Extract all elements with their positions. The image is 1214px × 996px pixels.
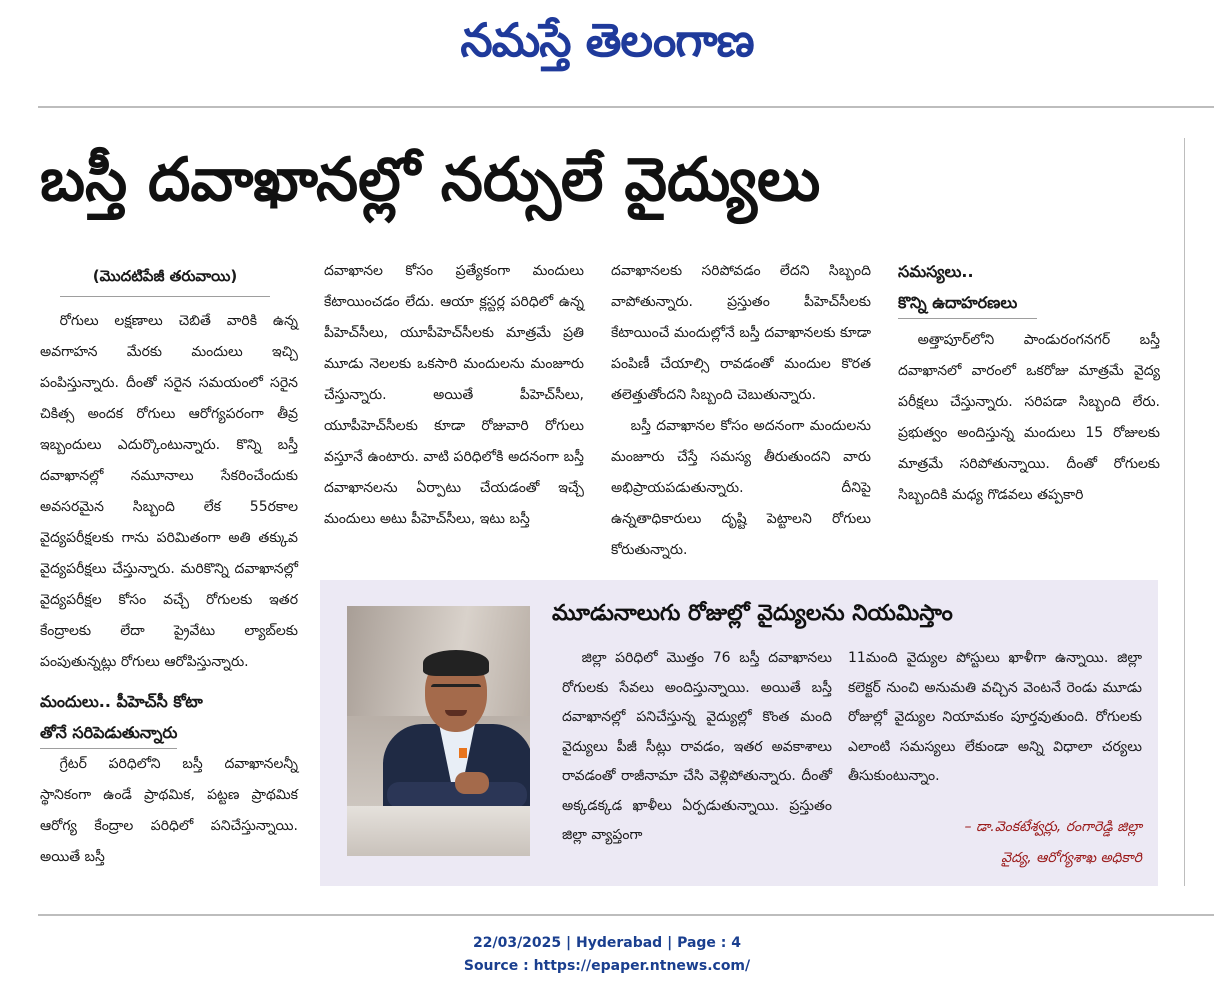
column-3-paragraph-2: బస్తీ దవాఖానల కోసం అదనంగా మందులను మంజూరు చేస్తే సమస్య తీరుతుందని వారు అభిప్రాయపడుతున్నారు. దీనిపై ఉన్నతాధికారులు దృష్టి పెట్టాలని రోగులు కోరుతున్నారు.	[611, 418, 871, 558]
column-2	[324, 256, 584, 535]
quote-box-column-2	[848, 644, 1142, 792]
continuation-kicker: (మొదటిపేజీ తరువాయి)	[60, 260, 270, 297]
top-divider	[38, 106, 1214, 108]
page-footer	[0, 932, 1214, 978]
footer-date-line: 22/03/2025 | Hyderabad | Page : 4	[472, 935, 742, 951]
footer-source-line: Source : https://epaper.ntnews.com/	[463, 958, 751, 974]
column-4-subhead-line-2: కొన్ని ఉదాహరణలు	[898, 287, 1037, 319]
column-1-paragraph-2: గ్రేటర్ పరిధిలోని బస్తీ దవాఖానలన్నీ స్థానికంగా ఉండే ప్రాథమిక, పట్టణ ప్రాథమిక ఆరోగ్య కేంద్రాల పరిధిలో పనిచేస్తున్నాయి. అయితే బస్తీ	[40, 756, 298, 865]
column-4-subhead-line-1: సమస్యలు..	[898, 262, 974, 281]
column-4	[898, 256, 1160, 511]
column-4-subhead	[898, 256, 1160, 319]
masthead-logo: నమస్తే తెలంగాణ	[460, 13, 754, 67]
quote-byline	[868, 812, 1142, 874]
column-1-subhead-line-1: మందులు.. పీహెచ్‌సీ కోటా	[40, 692, 203, 711]
column-1-subhead-line-2: తోనే సరిపెడుతున్నారు	[40, 717, 177, 749]
column-2-paragraph-1: దవాఖానల కోసం ప్రత్యేకంగా మందులు కేటాయించడం లేదు. ఆయా క్లస్టర్ల పరిధిలో ఉన్న పీహెచ్‌సీలు, యూపీహెచ్‌సీలకు మాత్రమే ప్రతి మూడు నెలలకు ఒకసారి మందులను మంజూరు చేస్తున్నారు. అయితే పీహెచ్‌సీలు, యూపీహెచ్‌సీలకు కూడా రోజువారి రోగులు వస్తూనే ఉంటారు. వాటి పరిధిలోకి అదనంగా బస్తీ దవాఖానలను ఏర్పాటు చేయడంతో ఇచ్చే మందులు అటు పీహెచ్‌సీలు, ఇటు బస్తీ	[324, 263, 584, 527]
column-3-paragraph-1: దవాఖానలకు సరిపోవడం లేదని సిబ్బంది వాపోతున్నారు. ప్రస్తుతం పీహెచ్‌సీలకు కేటాయించే మందుల్లోనే బస్తీ దవాఖానలకు కూడా పంపిణీ చేయాల్సి రావడంతో మందుల కొరత తలెత్తుతోందని సిబ్బంది చెబుతున్నారు.	[611, 263, 871, 403]
quote-box-column-1	[562, 644, 832, 851]
quote-box-title: మూడునాలుగు రోజుల్లో వైద్యులను నియమిస్తాం	[552, 601, 953, 626]
column-1-paragraph-1: రోగులు లక్షణాలు చెబితే వారికి ఉన్న అవగాహన మేరకు మందులు ఇచ్చి పంపిస్తున్నారు. దీంతో సరైన సమయంలో సరైన చికిత్స అందక రోగులు ఆరోగ్యపరంగా తీవ్ర ఇబ్బందులు ఎదుర్కొంటున్నారు. కొన్ని బస్తీ దవాఖానల్లో నమూనాలు సేకరించేందుకు అవసరమైన సిబ్బంది లేక 55రకాల వైద్యపరీక్షలకు గాను పరిమితంగా అతి తక్కువ వైద్యపరీక్షలు చేస్తున్నారు. మరికొన్ని దవాఖానల్లో వైద్యపరీక్షల కోసం వచ్చే రోగులకు ఇతర కేంద్రాలకు లేదా ప్రైవేటు ల్యాబ్‌లకు పంపుతున్నట్లు రోగులు ఆరోపిస్తున్నారు.	[40, 313, 298, 670]
quote-box-paragraph-2: 11మంది వైద్యుల పోస్టులు ఖాళీగా ఉన్నాయి. జిల్లా కలెక్టర్ నుంచి అనుమతి వచ్చిన వెంటనే రెండు మూడు రోజుల్లో వైద్యుల నియామకం పూర్తవుతుంది. రోగులకు ఎలాంటి సమస్యలు లేకుండా అన్ని విధాలా చర్యలు తీసుకుంటున్నాం.	[848, 650, 1142, 784]
quote-byline-line-1: – డా.వెంకటేశ్వర్లు, రంగారెడ్డి జిల్లా	[964, 819, 1142, 835]
headline: బస్తీ దవాఖానల్లో నర్సులే వైద్యులు	[40, 145, 821, 215]
quote-byline-line-2: వైద్య, ఆరోగ్యశాఖ అధికారి	[1001, 850, 1142, 866]
quote-box-paragraph-1: జిల్లా పరిధిలో మొత్తం 76 బస్తీ దవాఖానలు రోగులకు సేవలు అందిస్తున్నాయి. అయితే బస్తీ దవాఖానల్లో పనిచేస్తున్న వైద్యుల్లో కొంత మంది వైద్యులు పీజీ సీట్లు రావడం, ఇతర అవకాశాలు రావడంతో రాజీనామా చేసి వెళ్లిపోతున్నారు. దీంతో అక్కడక్కడ ఖాళీలు ఏర్పడుతున్నాయి. ప్రస్తుతం జిల్లా వ్యాప్తంగా	[562, 650, 832, 843]
official-photo	[347, 606, 530, 856]
column-1	[40, 306, 298, 873]
column-1-subhead	[40, 686, 298, 749]
column-3	[611, 256, 871, 566]
bottom-divider	[38, 914, 1214, 916]
column-4-paragraph-1: అత్తాపూర్‌లోని పాండురంగనగర్ బస్తీ దవాఖానలో వారంలో ఒకరోజు మాత్రమే వైద్య పరీక్షలు చేస్తున్నారు. సరిపడా సిబ్బంది లేరు. ప్రభుత్వం అందిస్తున్న మందులు 15 రోజులకు మాత్రమే సరిపోతున్నాయి. దీంతో రోగులకు సిబ్బందికి మధ్య గొడవలు తప్పకారి	[898, 332, 1160, 503]
right-column-divider	[1184, 138, 1185, 886]
